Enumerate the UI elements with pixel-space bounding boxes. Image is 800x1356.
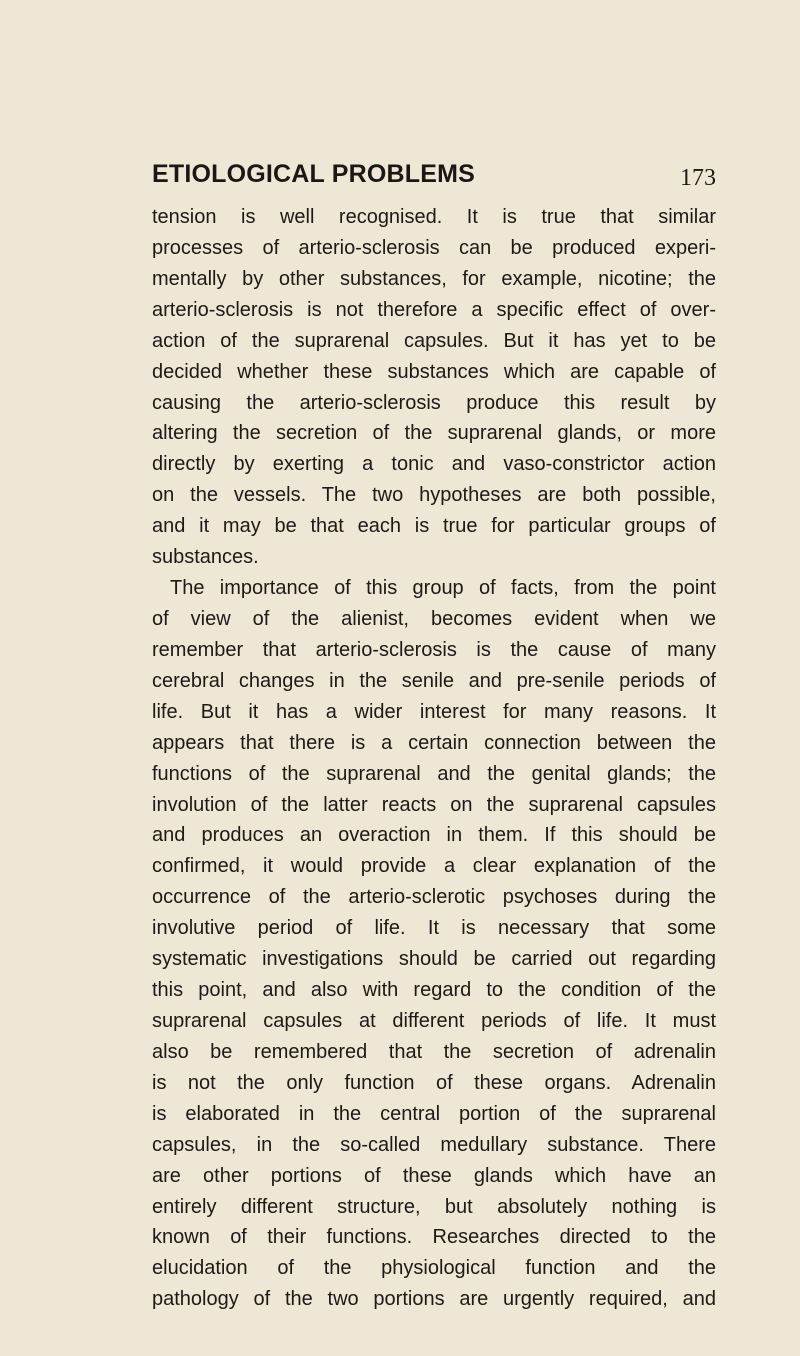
text-line: processes of arterio-sclerosis can be produced experi- (152, 236, 716, 259)
text-line: altering the secretion of the suprarenal glands, or more (152, 422, 716, 445)
text-line: tension is well recognised. It is true that similar (152, 206, 716, 228)
text-line: arterio-sclerosis is not therefore a specific effect of over- (152, 298, 716, 321)
text-line: The importance of this group of facts, from the point (170, 577, 716, 600)
text-line: remember that arterio-sclerosis is the cause of many (152, 638, 716, 661)
text-line: decided whether these substances which are capable of (152, 360, 716, 383)
text-line: is not the only function of these organs. Adrenalin (152, 1071, 716, 1094)
page-number: 173 (680, 165, 716, 191)
text-line: involution of the latter reacts on the suprarenal capsules (152, 793, 716, 816)
text-line: confirmed, it would provide a clear explanation of the (152, 855, 716, 878)
text-line: involutive period of life. It is necessary that some (152, 917, 716, 940)
text-line: functions of the suprarenal and the genital glands; the (152, 762, 716, 785)
body-text (152, 202, 716, 1315)
text-line: cerebral changes in the senile and pre-senile periods of (152, 669, 716, 692)
text-line: this point, and also with regard to the condition of the (152, 979, 716, 1002)
text-line: life. But it has a wider interest for many reasons. It (152, 700, 716, 723)
text-line: and produces an overaction in them. If this should be (152, 824, 716, 847)
text-line: substances. (152, 546, 259, 569)
text-line: appears that there is a certain connection between the (152, 731, 716, 754)
running-title: ETIOLOGICAL PROBLEMS (152, 160, 475, 188)
text-line: systematic investigations should be carried out regarding (152, 948, 716, 971)
text-line: pathology of the two portions are urgently required, and (152, 1288, 716, 1311)
text-line: capsules, in the so-called medullary substance. There (152, 1133, 716, 1156)
text-line: of view of the alienist, becomes evident when we (152, 607, 716, 630)
text-line: elucidation of the physiological function and the (152, 1257, 716, 1280)
text-line: suprarenal capsules at different periods of life. It must (152, 1009, 716, 1032)
text-line: are other portions of these glands which have an (152, 1164, 716, 1187)
text-line: entirely different structure, but absolutely nothing is (152, 1195, 716, 1218)
text-line: causing the arterio-sclerosis produce this result by (152, 391, 716, 414)
text-line: is elaborated in the central portion of the suprarenal (152, 1102, 716, 1125)
text-line: directly by exerting a tonic and vaso-constrictor action (152, 453, 716, 476)
running-head (152, 160, 716, 200)
text-line: action of the suprarenal capsules. But it has yet to be (152, 329, 716, 352)
text-line: mentally by other substances, for example, nicotine; the (152, 267, 716, 290)
text-line: on the vessels. The two hypotheses are both possible, (152, 484, 716, 507)
text-line: known of their functions. Researches directed to the (152, 1226, 716, 1249)
text-line: and it may be that each is true for particular groups of (152, 515, 716, 538)
text-line: occurrence of the arterio-sclerotic psychoses during the (152, 886, 716, 909)
text-line: also be remembered that the secretion of adrenalin (152, 1040, 716, 1063)
